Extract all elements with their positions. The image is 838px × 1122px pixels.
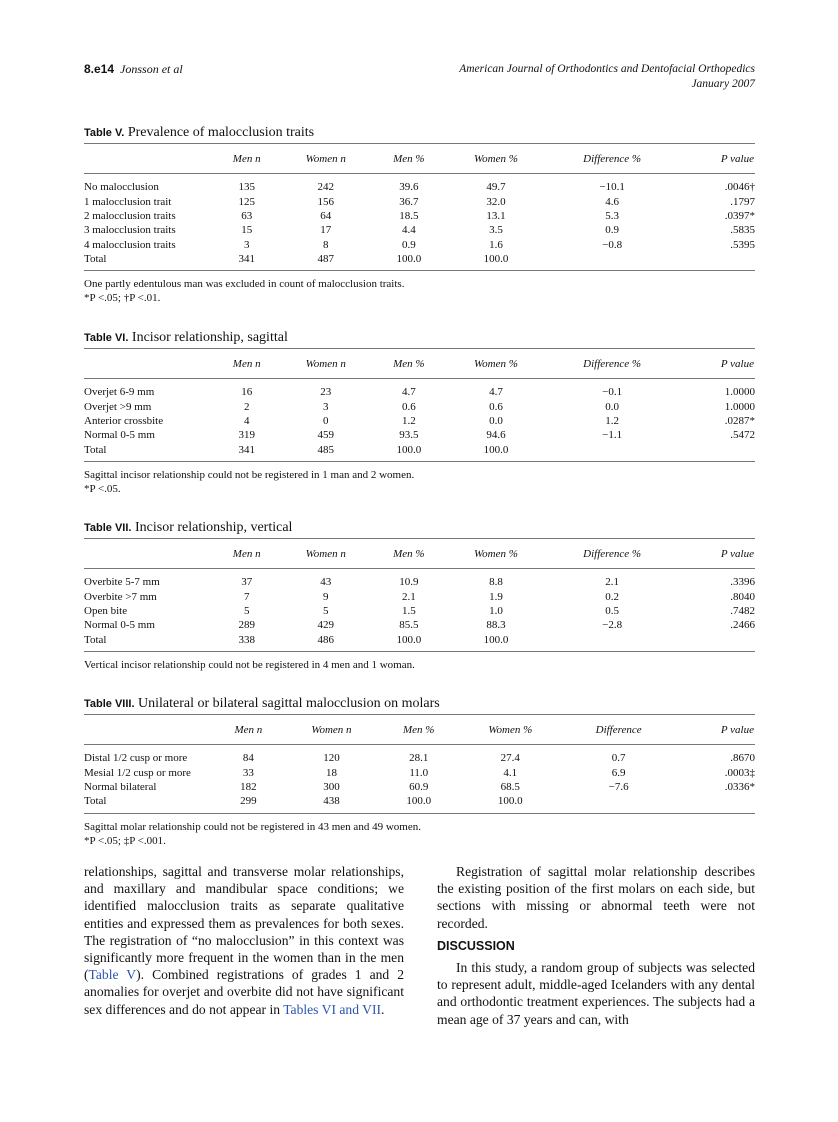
text: ). Combined registrations of grades 1 and 2 anomalies for overjet and overbite did not have significant sex differences and do not appear in xyxy=(84,967,405,1017)
table-cell: Total xyxy=(84,633,107,646)
table-cell: 100.0 xyxy=(406,795,432,808)
table-cell: 63 xyxy=(241,209,253,222)
table-footnote: Sagittal incisor relationship could not be registered in 1 man and 2 women. xyxy=(84,468,415,481)
table-title xyxy=(84,696,755,714)
table-cell: 9 xyxy=(323,590,329,603)
table-cell: 8.8 xyxy=(489,576,503,589)
table-footnote: *P <.05; ‡P <.001. xyxy=(84,834,166,847)
section-heading: DISCUSSION xyxy=(437,938,515,953)
table-row xyxy=(84,780,755,794)
table-label: Table V. xyxy=(84,127,125,139)
table-cell: 120 xyxy=(323,752,340,765)
table-cell: 2.1 xyxy=(401,590,416,603)
table-row xyxy=(84,209,755,223)
table-cell xyxy=(678,633,755,647)
table-cell: .7482 xyxy=(730,604,755,617)
table-notes xyxy=(84,658,755,672)
issue-date: January 2007 xyxy=(691,78,755,90)
table-cell: 1.5 xyxy=(401,604,416,617)
table-cell: .5835 xyxy=(730,224,755,237)
table-cell: 100.0 xyxy=(396,633,422,646)
column-header: Men n xyxy=(232,152,261,165)
table-cell: 319 xyxy=(238,429,255,442)
paragraph xyxy=(84,863,404,1018)
column-header: Women n xyxy=(305,357,346,370)
rule xyxy=(84,813,755,814)
table-footnote: *P <.05; †P <.01. xyxy=(84,292,161,305)
table-cell: Distal 1/2 cusp or more xyxy=(84,752,188,765)
table-label: Table VIII. xyxy=(84,698,135,710)
table-cell: 100.0 xyxy=(483,253,509,266)
column-header: Men % xyxy=(393,357,425,370)
header-row xyxy=(84,349,755,379)
data-table xyxy=(84,715,755,813)
header-cell-blank xyxy=(84,349,214,379)
table-cell: 5 xyxy=(323,604,329,617)
table-cell: 37 xyxy=(241,576,253,589)
text: . xyxy=(381,1001,385,1017)
table-cell: Anterior crossbite xyxy=(84,414,164,427)
table-footnote: Sagittal molar relationship could not be registered in 43 men and 49 women. xyxy=(84,820,421,833)
header-row xyxy=(84,539,755,569)
table-cell: 0.0 xyxy=(605,400,619,413)
table-row xyxy=(84,618,755,632)
header-cell-blank xyxy=(84,539,214,569)
table-cell: 11.0 xyxy=(409,766,429,779)
table-cell: 4.6 xyxy=(605,195,619,208)
table-cell: −10.1 xyxy=(599,181,625,194)
table-cell: Normal bilateral xyxy=(84,780,157,793)
table-v-link[interactable]: Table V xyxy=(88,967,137,983)
table-cell: .0397* xyxy=(724,209,755,222)
text: relationships, sagittal and transverse molar relationships, and maxillary and mandibular space conditions; we identified malocclusion traits as separate qualitative entities and expressed them as prevalences for both sexes. The registration of “no malocclusion” in this context was significantly more frequent in the women than in the men ( xyxy=(84,864,404,983)
table-cell: .0046† xyxy=(724,181,755,194)
table-cell: 8 xyxy=(323,238,329,251)
table-cell: 1 malocclusion trait xyxy=(84,195,172,208)
table-cell: 5 xyxy=(243,604,250,617)
table-cell: 125 xyxy=(238,195,255,208)
table-cell: 60.9 xyxy=(409,780,429,793)
table-cell: 0.9 xyxy=(605,224,619,237)
table-row xyxy=(84,443,755,457)
column-header: Women % xyxy=(474,152,518,165)
rule xyxy=(84,461,755,462)
column-header: Difference % xyxy=(583,357,642,370)
table-cell: 341 xyxy=(238,253,255,266)
table-cell: 438 xyxy=(323,795,340,808)
table-title xyxy=(84,520,755,538)
table-notes xyxy=(84,468,755,496)
table-cell: −0.1 xyxy=(602,386,623,399)
table-cell: 43 xyxy=(320,576,332,589)
table-notes xyxy=(84,277,755,305)
table-cell: 18.5 xyxy=(399,209,419,222)
left-column xyxy=(84,863,404,1018)
table-cell: −0.8 xyxy=(602,238,623,251)
table-cell: 242 xyxy=(317,181,334,194)
table-cell: 23 xyxy=(320,386,332,399)
table-cell: 5.3 xyxy=(605,209,619,222)
table-cell: .8670 xyxy=(730,752,755,765)
table-row xyxy=(84,385,755,399)
table-cell: 182 xyxy=(240,780,257,793)
table-cell: .3396 xyxy=(730,576,755,589)
table-row xyxy=(84,252,755,266)
table-caption: Prevalence of malocclusion traits xyxy=(127,125,315,140)
table-v xyxy=(84,125,755,305)
table-cell: 299 xyxy=(240,795,257,808)
table-row xyxy=(84,765,755,779)
table-cell: Overbite 5-7 mm xyxy=(84,576,160,589)
table-cell: 3 xyxy=(243,238,250,251)
table-cell: .0003‡ xyxy=(724,766,755,779)
table-cell: 4.7 xyxy=(489,386,503,399)
table-cell: 485 xyxy=(317,443,334,456)
column-header: P value xyxy=(720,547,754,560)
table-cell: 3 xyxy=(323,400,329,413)
table-cell: No malocclusion xyxy=(84,181,159,194)
table-vii xyxy=(84,520,755,672)
rule xyxy=(84,270,755,271)
table-cell: 17 xyxy=(320,224,332,237)
table-cell: 1.2 xyxy=(605,414,619,427)
table-cell: 0 xyxy=(323,414,329,427)
table-row xyxy=(84,223,755,237)
table-cell: 4 malocclusion traits xyxy=(84,238,176,251)
table-cell: Mesial 1/2 cusp or more xyxy=(84,766,191,779)
table-cell: 4 xyxy=(243,414,250,427)
table-cell: .8040 xyxy=(730,590,755,603)
column-header: Men n xyxy=(232,357,261,370)
running-header-left xyxy=(84,62,183,77)
table-row xyxy=(84,399,755,413)
table-cell xyxy=(546,252,678,266)
data-table xyxy=(84,144,755,270)
column-header: P value xyxy=(720,152,754,165)
table-cell: 0.5 xyxy=(605,604,619,617)
table-cell: .0336* xyxy=(724,780,755,793)
column-header: Men n xyxy=(232,547,261,560)
column-header: P value xyxy=(720,357,754,370)
table-cell xyxy=(546,633,678,647)
table-cell: .0287* xyxy=(724,414,755,427)
table-cell: 100.0 xyxy=(396,253,422,266)
header-row xyxy=(84,144,755,174)
table-cell: 486 xyxy=(317,633,334,646)
data-table xyxy=(84,539,755,651)
table-cell: 15 xyxy=(241,224,253,237)
table-cell xyxy=(563,794,674,808)
table-cell: 94.6 xyxy=(486,429,506,442)
table-cell: 341 xyxy=(238,443,255,456)
paragraph: In this study, a random group of subjects was selected to represent adult, middle-aged Icelanders with any dental and orthodontic treatment experiences. The subjects had a mean age of 37 years and can, with xyxy=(437,960,755,1027)
table-row xyxy=(84,194,755,208)
header-cell-blank xyxy=(84,144,214,174)
table-cell: 32.0 xyxy=(486,195,506,208)
table-cell: 93.5 xyxy=(399,429,419,442)
table-cell: 85.5 xyxy=(399,619,419,632)
table-cell: 429 xyxy=(317,619,334,632)
table-cell: 49.7 xyxy=(486,181,506,194)
table-cell: 10.9 xyxy=(399,576,419,589)
table-cell: 4.7 xyxy=(401,386,416,399)
journal-name: American Journal of Orthodontics and Dentofacial Orthopedics xyxy=(459,63,755,75)
table-cell: 27.4 xyxy=(500,752,520,765)
rule xyxy=(84,651,755,652)
table-cell: .5395 xyxy=(730,238,755,251)
table-footnote: *P <.05. xyxy=(84,482,121,495)
table-cell: Overbite >7 mm xyxy=(84,590,157,603)
running-header-right xyxy=(459,62,755,92)
table-row xyxy=(84,238,755,252)
table-footnote: One partly edentulous man was excluded in count of malocclusion traits. xyxy=(84,278,405,291)
table-cell: 100.0 xyxy=(483,443,509,456)
column-header: Women % xyxy=(474,547,518,560)
table-title xyxy=(84,125,755,143)
table-cell: Overjet >9 mm xyxy=(84,400,152,413)
table-cell: −7.6 xyxy=(608,780,629,793)
table-cell: 459 xyxy=(317,429,334,442)
table-cell: Overjet 6-9 mm xyxy=(84,386,155,399)
table-cell: 13.1 xyxy=(486,209,506,222)
table-cell: 33 xyxy=(242,766,254,779)
table-cell: 135 xyxy=(238,181,255,194)
table-cell: 4.1 xyxy=(503,766,518,779)
column-header: Men % xyxy=(393,152,425,165)
table-cell: 0.9 xyxy=(401,238,416,251)
table-cell: Total xyxy=(84,443,107,456)
table-row xyxy=(84,604,755,618)
table-label: Table VI. xyxy=(84,332,129,344)
table-cell: 338 xyxy=(238,633,255,646)
column-header: Women n xyxy=(305,152,346,165)
column-header: Men % xyxy=(393,547,425,560)
column-header: P value xyxy=(720,723,754,736)
table-notes xyxy=(84,820,755,848)
table-cell: 39.6 xyxy=(399,181,419,194)
table-row xyxy=(84,633,755,647)
column-header: Women % xyxy=(474,357,518,370)
page-number: 8.e14 xyxy=(84,62,115,76)
table-cell xyxy=(678,443,755,457)
column-header: Women % xyxy=(488,723,533,736)
table-caption: Incisor relationship, vertical xyxy=(134,520,293,535)
tables-vi-vii-link[interactable]: Tables VI and VII xyxy=(283,1001,382,1017)
table-cell: 100.0 xyxy=(483,633,509,646)
table-row xyxy=(84,180,755,194)
table-cell: −2.8 xyxy=(602,619,623,632)
table-cell: 100.0 xyxy=(497,795,523,808)
header-row xyxy=(84,715,755,745)
table-cell: 0.0 xyxy=(489,414,503,427)
paragraph: Registration of sagittal molar relationship describes the existing position of the first molars on each side, but sections with missing or abnormal teeth were not recorded. xyxy=(437,864,755,931)
table-label: Table VII. xyxy=(84,522,132,534)
table-cell: 2 xyxy=(243,400,250,413)
table-cell xyxy=(674,794,755,808)
table-cell: 0.2 xyxy=(605,590,619,603)
table-vi xyxy=(84,330,755,496)
table-cell: 18 xyxy=(325,766,337,779)
table-cell: 1.9 xyxy=(489,590,503,603)
table-cell: 1.6 xyxy=(489,238,503,251)
table-cell: 7 xyxy=(243,590,250,603)
table-cell: .2466 xyxy=(730,619,755,632)
column-header: Women n xyxy=(311,723,352,736)
table-cell: 487 xyxy=(317,253,334,266)
table-cell: −1.1 xyxy=(602,429,623,442)
table-row xyxy=(84,751,755,765)
table-cell: 2.1 xyxy=(605,576,619,589)
column-header: Difference % xyxy=(583,152,642,165)
table-cell: 100.0 xyxy=(396,443,422,456)
table-cell: 3 malocclusion traits xyxy=(84,224,176,237)
table-row xyxy=(84,794,755,808)
table-viii xyxy=(84,696,755,848)
table-row xyxy=(84,575,755,589)
table-cell: 1.0000 xyxy=(724,386,755,399)
table-cell: 1.0000 xyxy=(724,400,755,413)
table-caption: Incisor relationship, sagittal xyxy=(131,330,288,345)
table-row xyxy=(84,589,755,603)
table-cell: Total xyxy=(84,795,107,808)
table-title xyxy=(84,330,755,348)
column-header: Men % xyxy=(403,723,435,736)
table-cell: .5472 xyxy=(730,429,755,442)
column-header: Women n xyxy=(305,547,346,560)
table-row xyxy=(84,428,755,442)
table-cell: 300 xyxy=(323,780,340,793)
table-cell: 68.5 xyxy=(500,780,520,793)
table-cell: Open bite xyxy=(84,604,128,617)
table-cell xyxy=(678,252,755,266)
table-cell: 28.1 xyxy=(409,752,429,765)
data-table xyxy=(84,349,755,461)
table-cell: 0.6 xyxy=(401,400,416,413)
table-footnote: Vertical incisor relationship could not be registered in 4 men and 1 woman. xyxy=(84,658,415,671)
table-cell: 0.6 xyxy=(489,400,503,413)
table-cell: 1.2 xyxy=(401,414,416,427)
table-cell: Normal 0-5 mm xyxy=(84,429,155,442)
column-header: Difference % xyxy=(583,547,642,560)
table-cell: 2 malocclusion traits xyxy=(84,209,176,222)
table-cell: 84 xyxy=(242,752,254,765)
authors: Jonsson et al xyxy=(120,62,183,76)
table-cell: 88.3 xyxy=(486,619,506,632)
table-cell: 6.9 xyxy=(611,766,626,779)
table-cell xyxy=(546,443,678,457)
table-cell: 36.7 xyxy=(399,195,419,208)
header-cell-blank xyxy=(84,715,214,745)
table-caption: Unilateral or bilateral sagittal malocclusion on molars xyxy=(138,696,440,711)
column-header: Men n xyxy=(234,723,263,736)
table-cell: 16 xyxy=(241,386,253,399)
column-header: Difference xyxy=(595,723,642,736)
table-cell: 289 xyxy=(238,619,255,632)
table-cell: 3.5 xyxy=(489,224,503,237)
table-cell: 1.0 xyxy=(489,604,503,617)
table-cell: Normal 0-5 mm xyxy=(84,619,155,632)
right-column xyxy=(437,863,755,1028)
table-cell: 64 xyxy=(320,209,332,222)
table-cell: 156 xyxy=(317,195,334,208)
table-cell: 4.4 xyxy=(401,224,416,237)
table-cell: Total xyxy=(84,253,107,266)
table-cell: 0.7 xyxy=(611,752,626,765)
table-cell: .1797 xyxy=(730,195,755,208)
table-row xyxy=(84,414,755,428)
